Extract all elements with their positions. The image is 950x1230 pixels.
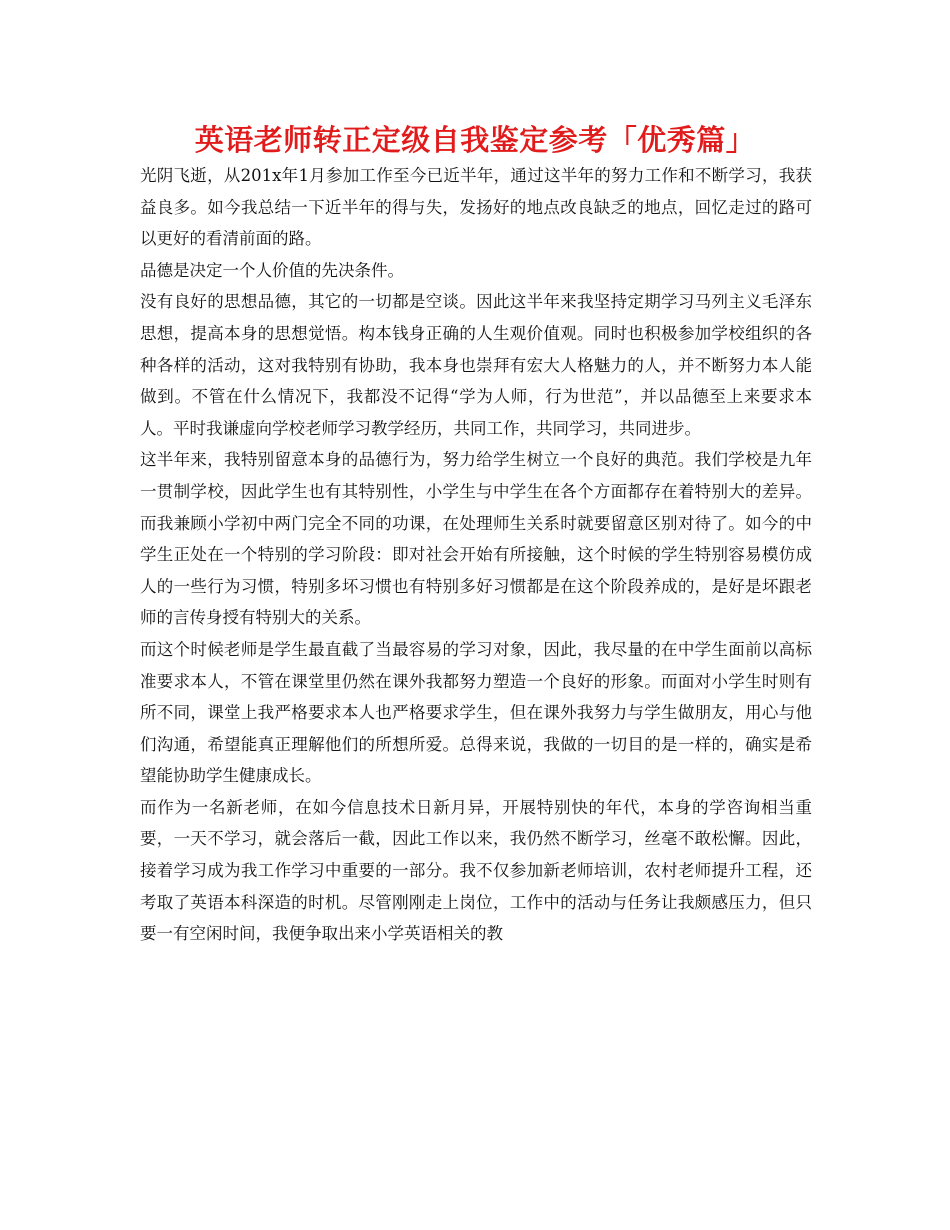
- paragraph-continuous-learning: 而作为一名新老师，在如今信息技术日新月异，开展特别快的年代，本身的学咨询相当重要，一天不学习，就会落后一截，因此工作以来，我仍然不断学习，丝毫不敢松懈。因此，接着学习成为我工作学习中重要的一部分。我不仅参加新老师培训，农村老师提升工程，还考取了英语本科深造的时机。尽管刚刚走上岗位，工作中的活动与任务让我颇感压力，但只要一有空闲时间，我便争取出来小学英语相关的教: [140, 797, 812, 944]
- paragraph-intro: 光阴飞逝，从201x年1月参加工作至今已近半年，通过这半年的努力工作和不断学习，我获益良多。如今我总结一下近半年的得与失，发扬好的地点改良缺乏的地点，回忆走过的路可以更好的看清前面的路。: [140, 166, 812, 249]
- paragraph-role-model: 这半年来，我特别留意本身的品德行为，努力给学生树立一个良好的典范。我们学校是九年一贯制学校，因此学生也有其特别性，小学生与中学生在各个方面都存在着特别大的差异。而我兼顾小学初中两门完全不同的功课，在处理师生关系时就要留意区别对待了。如今的中学生正处在一个特别的学习阶段：即对社会开始有所接触，这个时候的学生特别容易模仿成人的一些行为习惯，特别多坏习惯也有特别多好习惯都是在这个阶段养成的，是好是坏跟老师的言传身授有特别大的关系。: [140, 450, 812, 628]
- paragraph-ideology: 没有良好的思想品德，其它的一切都是空谈。因此这半年来我坚持定期学习马列主义毛泽东思想，提高本身的思想觉悟。构本钱身正确的人生观价值观。同时也积极参加学校组织的各种各样的活动，这对我特别有协助，我本身也崇拜有宏大人格魅力的人，并不断努力本人能做到。不管在什么情况下，我都没不记得“学为人师，行为世范”，并以品德至上来要求本人。平时我谦虚向学校老师学习教学经历，共同工作，共同学习，共同进步。: [140, 292, 812, 438]
- paragraph-virtue-statement: 品德是决定一个人价值的先决条件。: [140, 260, 404, 280]
- document-title: 英语老师转正定级自我鉴定参考「优秀篇」: [194, 123, 756, 157]
- document-body: [140, 160, 812, 950]
- paragraph-teacher-example: 而这个时候老师是学生最直截了当最容易的学习对象，因此，我尽量的在中学生面前以高标准要求本人，不管在课堂里仍然在课外我都努力塑造一个良好的形象。而面对小学生时则有所不同，课堂上我严格要求本人也严格要求学生，但在课外我努力与学生做朋友，用心与他们沟通，希望能真正理解他们的所想所爱。总得来说，我做的一切目的是一样的，确实是希望能协助学生健康成长。: [140, 639, 812, 786]
